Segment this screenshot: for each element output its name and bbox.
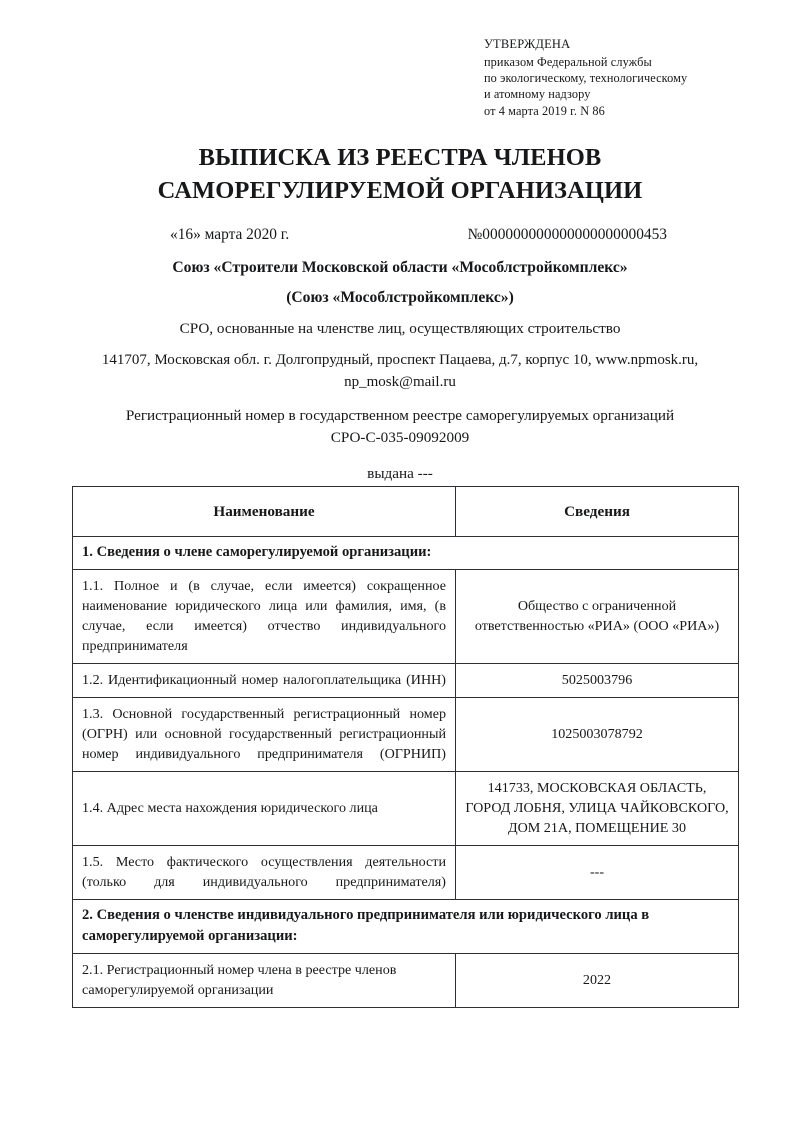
row-label-1-4: 1.4. Адрес места нахождения юридического лица: [73, 772, 456, 846]
table-row: [73, 772, 739, 846]
table-section-row-1: [73, 537, 739, 570]
approval-title: УТВЕРЖДЕНА: [484, 37, 571, 51]
approval-line-3: и атомному надзору: [484, 87, 591, 102]
table-row: [73, 954, 739, 1008]
organization-basis: СРО, основанные на членстве лиц, осуществляющих строительство: [179, 320, 621, 338]
document-date: «16» марта 2020 г.: [170, 226, 290, 243]
registry-table: [72, 486, 739, 1008]
approval-line-2: по экологическому, технологическому: [484, 70, 688, 85]
registry-caption: Регистрационный номер в государственном реестре саморегулируемых организаций: [125, 407, 675, 425]
organization-email: np_mosk@mail.ru: [344, 373, 456, 390]
row-label-1-5: 1.5. Место фактического осуществления деятельности (только для индивидуального предпринимателя): [73, 846, 456, 900]
issued-to: выдана ---: [367, 465, 433, 483]
column-header-name: Наименование: [73, 487, 456, 537]
row-value-1-5: ---: [456, 846, 739, 900]
organization-block: [70, 257, 730, 483]
row-label-1-3: 1.3. Основной государственный регистрационный номер (ОГРН) или основной государственный регистрационный номер индивидуального предпринимателя (ОГРНИП): [73, 698, 456, 772]
row-value-1-4: 141733, МОСКОВСКАЯ ОБЛАСТЬ, ГОРОД ЛОБНЯ, УЛИЦА ЧАЙКОВСКОГО, ДОМ 21А, ПОМЕЩЕНИЕ 30: [456, 772, 739, 846]
organization-address: 141707, Московская обл. г. Долгопрудный, проспект Пацаева, д.7, корпус 10, www.npmosk.ru,: [101, 351, 699, 368]
approval-line-1: приказом Федеральной службы: [484, 54, 652, 69]
row-value-1-3: 1025003078792: [456, 698, 739, 772]
table-row: [73, 570, 739, 664]
row-value-1-1: Общество с ограниченной ответственностью «РИА» (ООО «РИА»): [456, 570, 739, 664]
table-row: [73, 664, 739, 698]
date-number-row: [72, 226, 738, 244]
column-header-value: Сведения: [456, 487, 739, 537]
approval-block: [484, 36, 764, 119]
section-2-label: 2. Сведения о членстве индивидуального предпринимателя или юридического лица в саморегулируемой организации:: [73, 900, 739, 954]
table-header-row: [73, 487, 739, 537]
registry-number: СРО-С-035-09092009: [330, 429, 470, 447]
row-value-1-2: 5025003796: [456, 664, 739, 698]
row-label-1-1: 1.1. Полное и (в случае, если имеется) сокращенное наименование юридического лица или фамилия, имя, (в случае, если имеется) отчество индивидуального предпринимателя: [73, 570, 456, 664]
page-title: ВЫПИСКА ИЗ РЕЕСТРА ЧЛЕНОВ САМОРЕГУЛИРУЕМОЙ ОРГАНИЗАЦИИ: [157, 144, 643, 204]
row-label-2-1: 2.1. Регистрационный номер члена в реестре членов саморегулируемой организации: [73, 954, 456, 1008]
organization-full-name: Союз «Строители Московской области «Мособлстройкомплекс»: [172, 259, 628, 276]
table-row: [73, 698, 739, 772]
section-1-label: 1. Сведения о члене саморегулируемой организации:: [73, 537, 739, 570]
document-number: №000000000000000000000453: [467, 226, 667, 243]
table-section-row-2: [73, 900, 739, 954]
table-row: [73, 846, 739, 900]
row-value-2-1: 2022: [456, 954, 739, 1008]
approval-line-4: от 4 марта 2019 г. N 86: [484, 103, 605, 118]
row-label-1-2: 1.2. Идентификационный номер налогоплательщика (ИНН): [73, 664, 456, 698]
organization-short-name: (Союз «Мособлстройкомплекс»): [286, 289, 514, 307]
